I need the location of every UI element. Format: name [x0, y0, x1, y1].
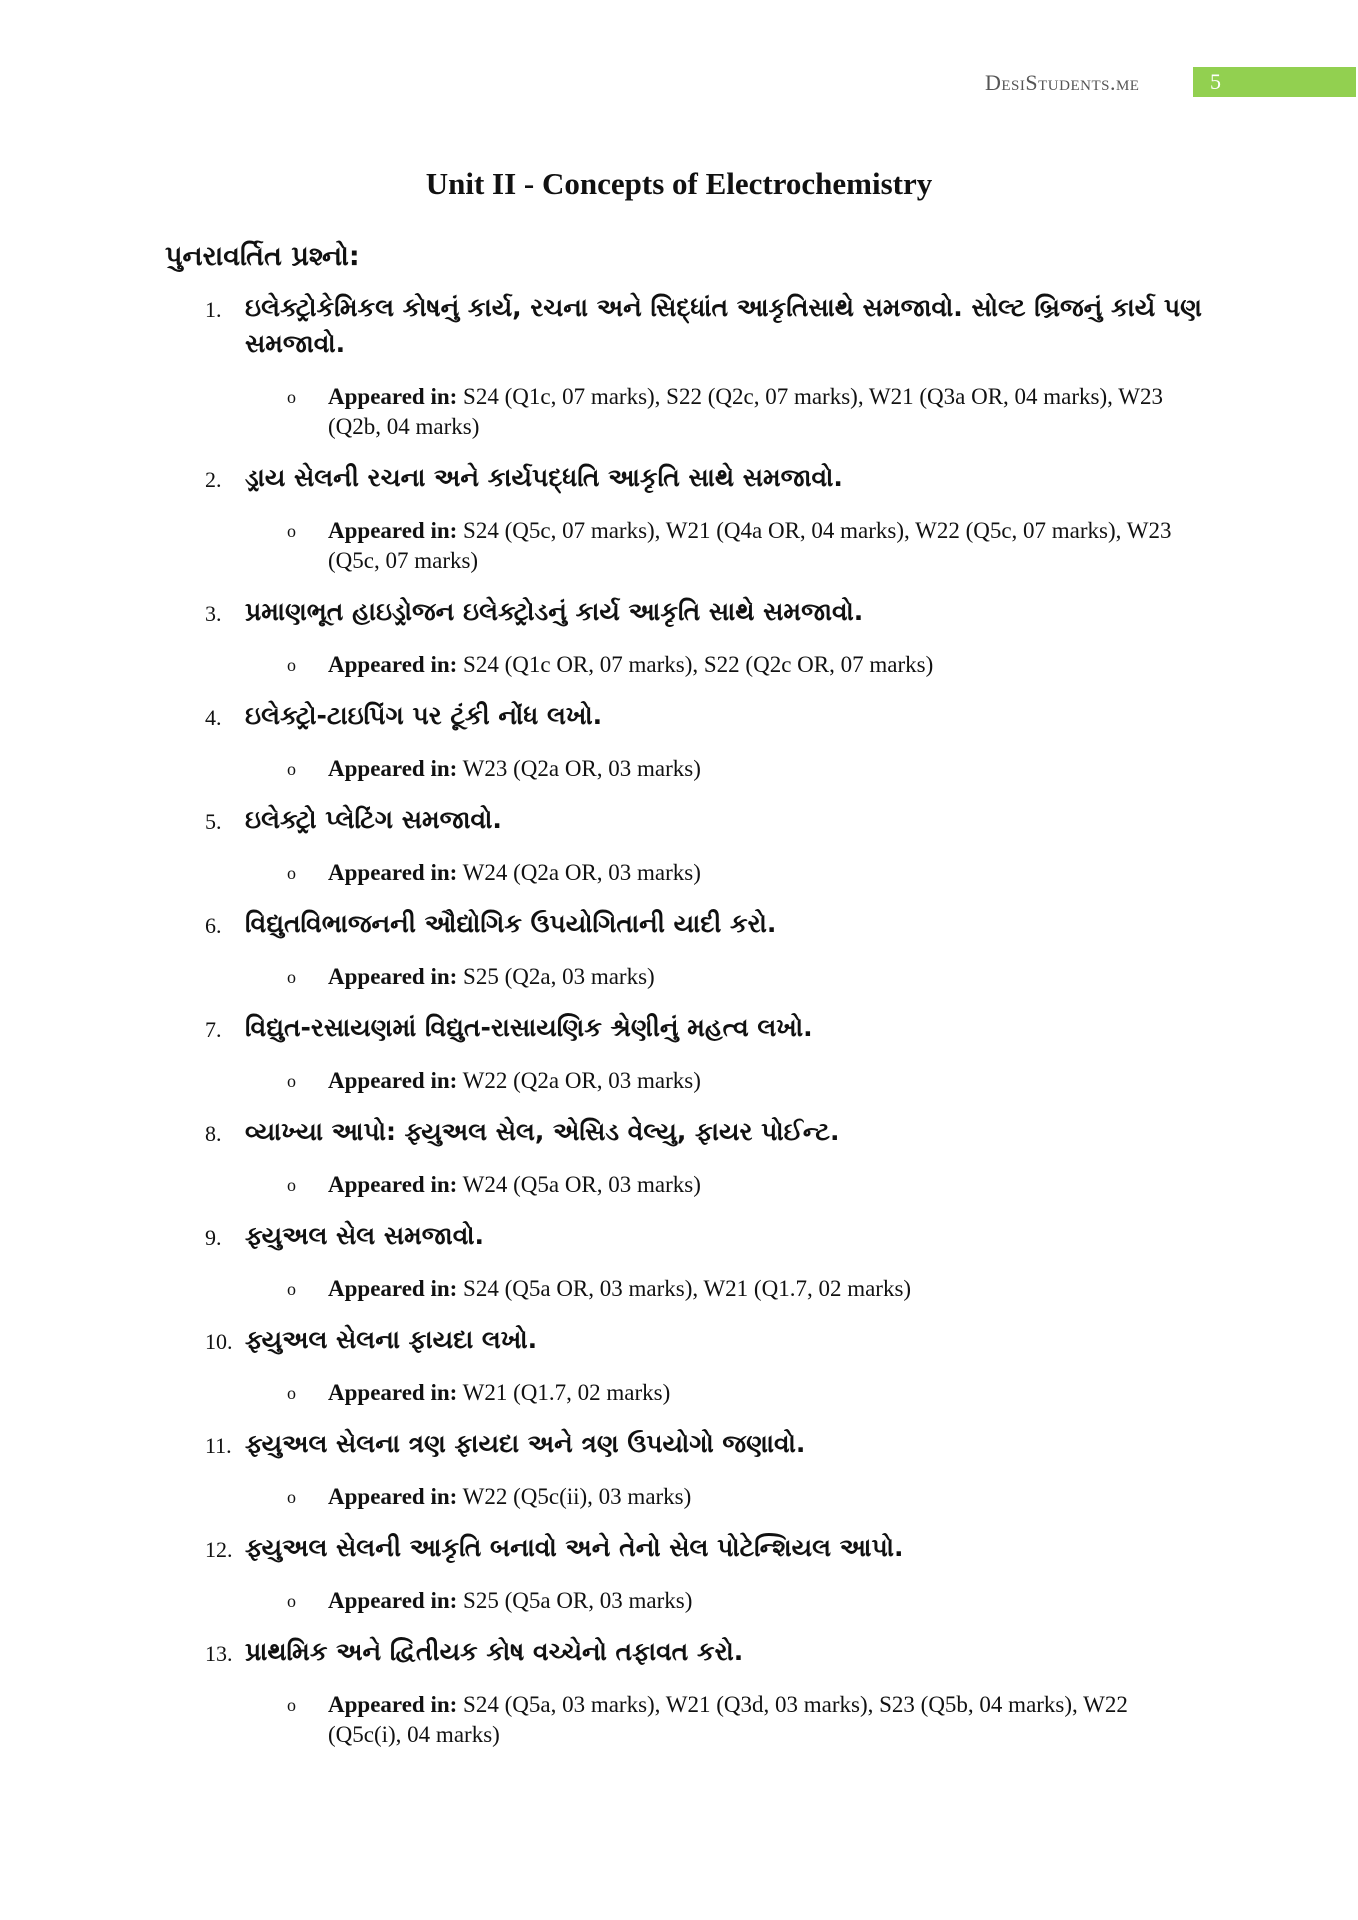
site-name: DesiStudents.me	[985, 70, 1140, 95]
appeared-label: Appeared in:	[328, 964, 458, 989]
question-text: ડ્રાય સેલની રચના અને કાર્યપદ્ધતિ આકૃતિ સાથે સમજાવો.	[245, 463, 843, 492]
question-text: વિદ્યુત-રસાયણમાં વિદ્યુત-રાસાયણિક શ્રેણીનું મહત્વ લખો.	[245, 1013, 813, 1042]
appeared-in-row	[165, 382, 1205, 442]
appeared-label: Appeared in:	[328, 1588, 458, 1613]
question-list	[165, 290, 1205, 1750]
appeared-details: W23 (Q2a OR, 03 marks)	[462, 756, 701, 781]
page-number-badge: 5	[1193, 67, 1356, 97]
appeared-in-row	[165, 516, 1205, 576]
question-text-row	[165, 1530, 1205, 1566]
question-item	[165, 906, 1205, 992]
appeared-label: Appeared in:	[328, 860, 458, 885]
question-text: ફ્યુઅલ સેલના ત્રણ ફાયદા અને ત્રણ ઉપયોગો જણાવો.	[245, 1429, 806, 1458]
bullet-icon: o	[287, 521, 296, 541]
question-text: ફ્યુઅલ સેલ સમજાવો.	[245, 1221, 485, 1250]
question-item	[165, 460, 1205, 576]
appeared-in-row	[165, 1482, 1205, 1512]
question-text-row	[165, 1114, 1205, 1150]
question-text: ઇલેક્ટ્રોકેમિકલ કોષનું કાર્ય, રચના અને સિદ્ધાંત આકૃતિસાથે સમજાવો. સોલ્ટ બ્રિજનું કાર્ય પણ સમજાવો.	[245, 293, 1202, 358]
appeared-details: W21 (Q1.7, 02 marks)	[462, 1380, 671, 1405]
page-title: Unit II - Concepts of Electrochemistry	[425, 166, 933, 201]
appeared-label: Appeared in:	[328, 1276, 458, 1301]
question-number: 8.	[205, 1121, 222, 1146]
appeared-details: S24 (Q5a OR, 03 marks), W21 (Q1.7, 02 marks)	[463, 1276, 912, 1301]
question-number: 10.	[205, 1329, 233, 1354]
question-number: 5.	[205, 809, 222, 834]
appeared-in-row	[165, 1586, 1205, 1616]
appeared-label: Appeared in:	[328, 1172, 458, 1197]
bullet-icon: o	[287, 655, 296, 675]
appeared-label: Appeared in:	[328, 1484, 458, 1509]
question-text: ઇલેક્ટ્રો પ્લેટિંગ સમજાવો.	[245, 805, 502, 834]
bullet-icon: o	[287, 1383, 296, 1403]
bullet-icon: o	[287, 1591, 296, 1611]
question-number: 13.	[205, 1641, 233, 1666]
question-item	[165, 1322, 1205, 1408]
question-text-row	[165, 1218, 1205, 1254]
appeared-label: Appeared in:	[328, 1068, 458, 1093]
question-text-row	[165, 460, 1205, 496]
bullet-icon: o	[287, 1487, 296, 1507]
question-text: વિદ્યુતવિભાજનની ઔદ્યોગિક ઉપયોગિતાની યાદી કરો.	[245, 909, 777, 938]
appeared-details: S24 (Q1c, 07 marks), S22 (Q2c, 07 marks), W21 (Q3a OR, 04 marks), W23 (Q2b, 04 marks)	[328, 384, 1163, 439]
question-text-row	[165, 290, 1205, 362]
question-text-row	[165, 1426, 1205, 1462]
question-number: 4.	[205, 705, 222, 730]
question-text: ફ્યુઅલ સેલની આકૃતિ બનાવો અને તેનો સેલ પોટેન્શિયલ આપો.	[245, 1533, 904, 1562]
appeared-in-row	[165, 1378, 1205, 1408]
question-number: 7.	[205, 1017, 222, 1042]
question-item	[165, 1218, 1205, 1304]
question-number: 12.	[205, 1537, 233, 1562]
question-item	[165, 1634, 1205, 1750]
appeared-details: W22 (Q2a OR, 03 marks)	[462, 1068, 701, 1093]
appeared-label: Appeared in:	[328, 1380, 458, 1405]
bullet-icon: o	[287, 863, 296, 883]
appeared-in-row	[165, 754, 1205, 784]
question-number: 3.	[205, 601, 222, 626]
question-text: ફ્યુઅલ સેલના ફાયદા લખો.	[245, 1325, 538, 1354]
appeared-details: W24 (Q2a OR, 03 marks)	[462, 860, 701, 885]
bullet-icon: o	[287, 1279, 296, 1299]
question-text-row	[165, 1010, 1205, 1046]
bullet-icon: o	[287, 967, 296, 987]
question-text: પ્રમાણભૂત હાઇડ્રોજન ઇલેક્ટ્રોડનું કાર્ય આકૃતિ સાથે સમજાવો.	[245, 597, 864, 626]
appeared-details: W22 (Q5c(ii), 03 marks)	[462, 1484, 692, 1509]
question-item	[165, 1530, 1205, 1616]
appeared-in-row	[165, 650, 1205, 680]
appeared-label: Appeared in:	[328, 756, 458, 781]
question-item	[165, 1010, 1205, 1096]
appeared-label: Appeared in:	[328, 652, 458, 677]
question-text-row	[165, 802, 1205, 838]
bullet-icon: o	[287, 1695, 296, 1715]
question-text-row	[165, 698, 1205, 734]
appeared-in-row	[165, 962, 1205, 992]
appeared-label: Appeared in:	[328, 518, 458, 543]
bullet-icon: o	[287, 1175, 296, 1195]
question-item	[165, 698, 1205, 784]
question-text-row	[165, 906, 1205, 942]
bullet-icon: o	[287, 387, 296, 407]
question-item	[165, 1114, 1205, 1200]
appeared-details: S24 (Q5a, 03 marks), W21 (Q3d, 03 marks), S23 (Q5b, 04 marks), W22 (Q5c(i), 04 marks)	[328, 1692, 1128, 1747]
question-number: 6.	[205, 913, 222, 938]
question-text: ઇલેક્ટ્રો-ટાઇપિંગ પર ટૂંકી નોંધ લખો.	[245, 701, 603, 730]
question-text: વ્યાખ્યા આપો: ફ્યુઅલ સેલ, એસિડ વેલ્યુ, ફાયર પોઈન્ટ.	[245, 1117, 840, 1146]
appeared-in-row	[165, 1274, 1205, 1304]
question-text-row	[165, 1634, 1205, 1670]
question-item	[165, 594, 1205, 680]
question-text-row	[165, 594, 1205, 630]
appeared-in-row	[165, 1690, 1205, 1750]
question-number: 9.	[205, 1225, 222, 1250]
section-heading: પુનરાવર્તિત પ્રશ્નો:	[165, 241, 360, 272]
question-text: પ્રાથમિક અને દ્વિતીયક કોષ વચ્ચેનો તફાવત કરો.	[245, 1637, 744, 1666]
question-text-row	[165, 1322, 1205, 1358]
question-item	[165, 1426, 1205, 1512]
question-number: 11.	[205, 1433, 232, 1458]
appeared-details: S25 (Q5a OR, 03 marks)	[463, 1588, 693, 1613]
question-number: 1.	[205, 297, 222, 322]
question-list-section	[165, 239, 1205, 1768]
bullet-icon: o	[287, 1071, 296, 1091]
appeared-details: W24 (Q5a OR, 03 marks)	[462, 1172, 701, 1197]
appeared-details: S24 (Q5c, 07 marks), W21 (Q4a OR, 04 marks), W22 (Q5c, 07 marks), W23 (Q5c, 07 marks)	[328, 518, 1172, 573]
appeared-details: S25 (Q2a, 03 marks)	[463, 964, 655, 989]
appeared-label: Appeared in:	[328, 384, 458, 409]
appeared-label: Appeared in:	[328, 1692, 458, 1717]
bullet-icon: o	[287, 759, 296, 779]
appeared-in-row	[165, 1170, 1205, 1200]
appeared-details: S24 (Q1c OR, 07 marks), S22 (Q2c OR, 07 marks)	[463, 652, 934, 677]
question-item	[165, 802, 1205, 888]
question-number: 2.	[205, 467, 222, 492]
appeared-in-row	[165, 858, 1205, 888]
question-item	[165, 290, 1205, 442]
appeared-in-row	[165, 1066, 1205, 1096]
